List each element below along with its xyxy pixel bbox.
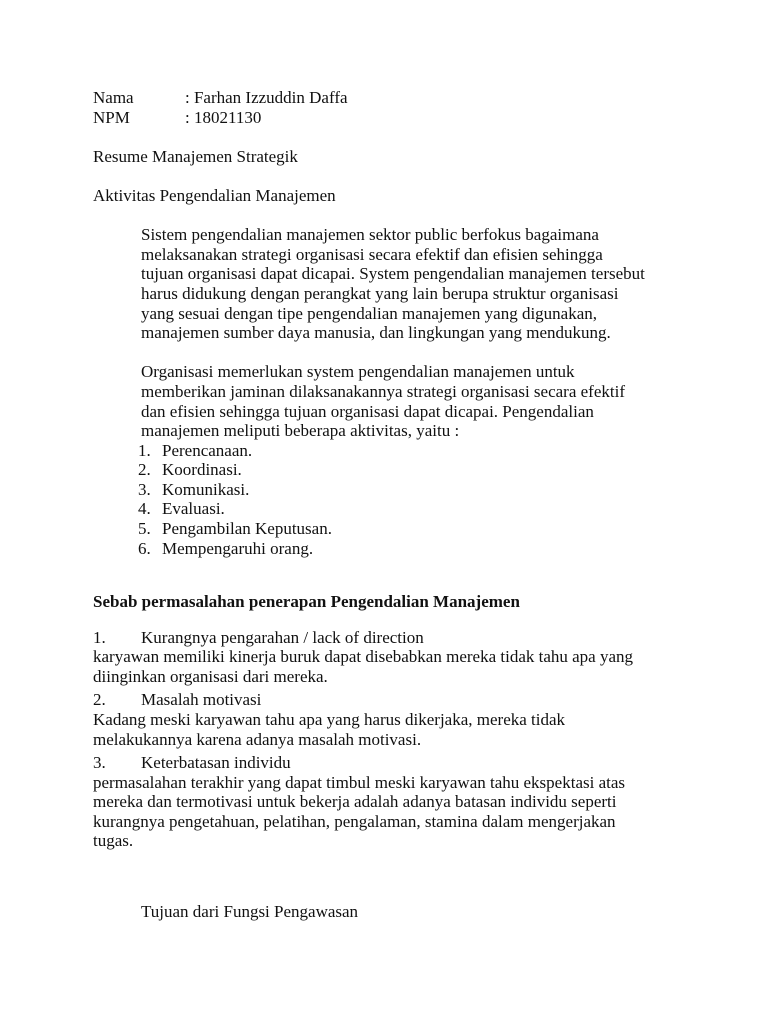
list-item-text: Komunikasi. bbox=[162, 480, 250, 499]
paragraph-line: manajemen sumber daya manusia, dan lingkungan yang mendukung. bbox=[141, 323, 611, 342]
list-item-number: 5. bbox=[138, 519, 151, 538]
cause-heading: Kurangnya pengarahan / lack of direction bbox=[141, 628, 424, 647]
paragraph-line: yang sesuai dengan tipe pengendalian manajemen yang digunakan, bbox=[141, 304, 598, 323]
paragraph-line: melaksanakan strategi organisasi secara efektif dan efisien sehingga bbox=[141, 245, 603, 264]
cause-text-line: karyawan memiliki kinerja buruk dapat disebabkan mereka tidak tahu apa yang bbox=[93, 647, 634, 666]
section-title-aktivitas: Aktivitas Pengendalian Manajemen bbox=[93, 186, 336, 205]
list-item-number: 6. bbox=[138, 539, 151, 558]
list-item-text: Pengambilan Keputusan. bbox=[162, 519, 332, 538]
paragraph-line: dan efisien sehingga tujuan organisasi dapat dicapai. Pengendalian bbox=[141, 402, 594, 421]
cause-text-line: Kadang meski karyawan tahu apa yang harus dikerjaka, mereka tidak bbox=[93, 710, 566, 729]
cause-number: 1. bbox=[93, 628, 106, 647]
cause-text-line: melakukannya karena adanya masalah motivasi. bbox=[93, 730, 422, 749]
paragraph-line: memberikan jaminan dilaksanakannya strategi organisasi secara efektif bbox=[141, 382, 625, 401]
list-item-number: 4. bbox=[138, 499, 151, 518]
list-item-number: 1. bbox=[138, 441, 151, 460]
list-item-text: Perencanaan. bbox=[162, 441, 253, 460]
cause-text-line: tugas. bbox=[93, 831, 134, 850]
npm-label: NPM bbox=[93, 108, 130, 127]
name-value: : Farhan Izzuddin Daffa bbox=[185, 88, 348, 107]
paragraph-line: harus didukung dengan perangkat yang lain berupa struktur organisasi bbox=[141, 284, 619, 303]
cause-number: 3. bbox=[93, 753, 106, 772]
list-item-number: 2. bbox=[138, 460, 151, 479]
paragraph-line: tujuan organisasi dapat dicapai. System pengendalian manajemen tersebut bbox=[141, 264, 645, 283]
cause-heading: Masalah motivasi bbox=[141, 690, 262, 709]
cause-text-line: mereka dan termotivasi untuk bekerja adalah adanya batasan individu seperti bbox=[93, 792, 617, 811]
list-item-text: Mempengaruhi orang. bbox=[162, 539, 314, 558]
list-item-text: Evaluasi. bbox=[162, 499, 225, 518]
cause-text-line: permasalahan terakhir yang dapat timbul meski karyawan tahu ekspektasi atas bbox=[93, 773, 626, 792]
cause-number: 2. bbox=[93, 690, 106, 709]
section-title-sebab: Sebab permasalahan penerapan Pengendalian Manajemen bbox=[93, 592, 520, 611]
npm-value: : 18021130 bbox=[185, 108, 262, 127]
paragraph-line: Sistem pengendalian manajemen sektor public berfokus bagaimana bbox=[141, 225, 599, 244]
paragraph-line: manajemen meliputi beberapa aktivitas, yaitu : bbox=[141, 421, 460, 440]
name-label: Nama bbox=[93, 88, 134, 107]
section-title-tujuan: Tujuan dari Fungsi Pengawasan bbox=[141, 902, 359, 921]
paragraph-line: Organisasi memerlukan system pengendalian manajemen untuk bbox=[141, 362, 575, 381]
list-item-text: Koordinasi. bbox=[162, 460, 242, 479]
list-item-number: 3. bbox=[138, 480, 151, 499]
cause-text-line: kurangnya pengetahuan, pelatihan, pengalaman, stamina dalam mengerjakan bbox=[93, 812, 616, 831]
cause-heading: Keterbatasan individu bbox=[141, 753, 291, 772]
document-title: Resume Manajemen Strategik bbox=[93, 147, 298, 166]
cause-text-line: diinginkan organisasi dari mereka. bbox=[93, 667, 328, 686]
